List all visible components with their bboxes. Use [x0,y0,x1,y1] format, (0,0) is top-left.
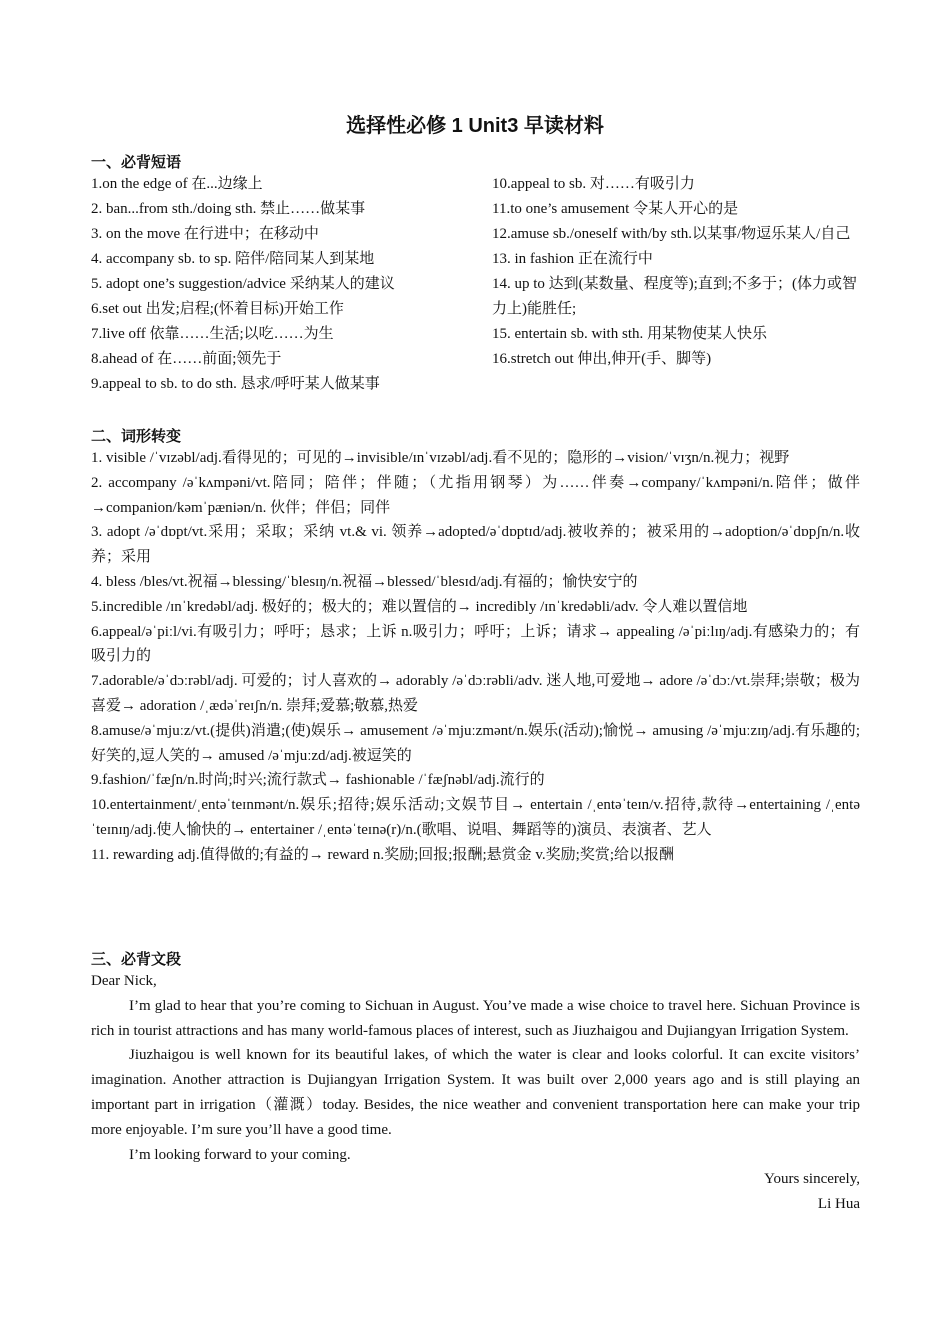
word-form-item: 6.appeal/əˈpiːl/vi.有吸引力；呼吁；恳求；上诉 n.吸引力；呼吁；上诉；请求→ appealing /əˈpiːlɪŋ/adj.有感染力的；有吸引力的 [91,623,860,665]
phrase-item: 16.stretch out 伸出,伸开(手、脚等) [492,351,712,367]
phrase-item: 15. entertain sb. with sth. 用某物使某人快乐 [492,326,767,342]
word-form-item: 3. adopt /əˈdɒpt/vt.采用；采取；采纳 vt.& vi. 领养→adopted/əˈdɒptɪd/adj.被收养的；被采用的→adoption/əˈdɒpʃn/n.收养；采用 [91,524,860,566]
word-form-item: 1. visible /ˈvɪzəbl/adj.看得见的；可见的→invisible/ɪnˈvɪzəbl/adj.看不见的；隐形的→vision/ˈvɪʒn/n.视力；视野 [91,450,790,466]
word-form-item: 11. rewarding adj.值得做的;有益的→ reward n.奖励;回报;报酬;悬赏金 v.奖励;奖赏;给以报酬 [91,846,674,863]
letter-greeting: Dear Nick, [91,973,157,989]
letter-paragraph: I’m looking forward to your coming. [129,1146,351,1163]
phrase-item: 3. on the move 在行进中；在移动中 [91,226,319,242]
phrase-item: 1.on the edge of 在...边缘上 [91,176,263,192]
phrase-item: 9.appeal to sb. to do sth. 恳求/呼吁某人做某事 [91,376,380,392]
phrase-item: 11.to one’s amusement 令某人开心的是 [492,201,739,217]
page-title: 选择性必修 1 Unit3 早读材料 [346,115,604,137]
phrase-item: 14. up to 达到(某数量、程度等);直到;不多于；(体力或智力上)能胜任; [492,276,857,317]
section1-heading: 一、必背短语 [91,154,182,171]
phrase-item: 10.appeal to sb. 对……有吸引力 [492,176,695,192]
letter-paragraph: I’m glad to hear that you’re coming to Sichuan in August. You’ve made a wise choice to travel here. Sichuan Province is rich in tourist attractions and has many world-famous places of interest, such as Jiuzhaigou and Dujiangyan Irrigation System. [91,997,860,1039]
word-form-item: 5.incredible /ɪnˈkredəbl/adj. 极好的；极大的；难以置信的→ incredibly /ɪnˈkredəbli/adv. 令人难以置信地 [91,598,748,615]
phrase-item: 2. ban...from sth./doing sth. 禁止……做某事 [91,201,366,217]
phrase-item: 6.set out 出发;启程;(怀着目标)开始工作 [91,301,344,317]
word-form-item: 9.fashion/ˈfæʃn/n.时尚;时兴;流行款式→ fashionable /ˈfæʃnəbl/adj.流行的 [91,772,545,789]
word-form-item: 4. bless /bles/vt.祝福→blessing/ˈblesɪŋ/n.祝福→blessed/ˈblesɪd/adj.有福的；愉快安宁的 [91,573,638,590]
phrase-item: 5. adopt one’s suggestion/advice 采纳某人的建议 [91,276,395,292]
letter-paragraph: Jiuzhaigou is well known for its beautiful lakes, of which the water is clear and looks colorful. It can excite visitors’ imagination. Another attraction is Dujiangyan Irrigation System. It was built over 2,000 years ago and is still playing an important part in irrigation（灌溉）today. Besides, the nice weather and convenient transportation here can make your trip more enjoyable. I’m sure you’ll have a good time. [91,1047,860,1138]
phrase-item: 12.amuse sb./oneself with/by sth.以某事/物逗乐某人/自己 [492,226,851,242]
section2-heading: 二、词形转变 [91,428,182,445]
word-form-item: 2. accompany /əˈkʌmpəni/vt.陪同；陪伴；伴随；（尤指用钢琴）为……伴奏→company/ˈkʌmpəni/n.陪伴；做伴→companion/kəmˈpæniən/n. 伙伴；伴侣；同伴 [91,474,860,516]
letter [91,969,860,1217]
phrases-right-column [492,172,860,372]
letter-signature: Li Hua [817,1196,860,1213]
phrase-item: 4. accompany sb. to sp. 陪伴/陪同某人到某地 [91,251,375,267]
phrase-item: 7.live off 依靠……生活;以吃……为生 [91,326,334,342]
section3-heading: 三、必背文段 [91,951,182,968]
word-form-item: 7.adorable/əˈdɔːrəbl/adj. 可爱的；讨人喜欢的→ adorably /əˈdɔːrəbli/adv. 迷人地,可爱地→ adore /əˈdɔː/vt.崇拜;崇敬；极为喜爱→ adoration /ˌædəˈreɪʃn/n. 崇拜;爱慕;敬慕,热爱 [91,673,860,714]
word-form-item: 8.amuse/əˈmjuːz/vt.(提供)消遣;(使)娱乐→ amusement /əˈmjuːzmənt/n.娱乐(活动);愉悦→ amusing /əˈmjuːzɪŋ/adj.有乐趣的;好笑的,逗人笑的→ amused /əˈmjuːzd/adj.被逗笑的 [91,722,860,764]
word-forms-list [91,446,860,868]
word-form-item: 10.entertainment/ˌentəˈteɪnmənt/n.娱乐;招待;娱乐活动;文娱节目→ entertain /ˌentəˈteɪn/v.招待,款待→entertaining /ˌentəˈteɪnɪŋ/adj.使人愉快的→ entertainer /ˌentəˈteɪnə(r)/n.(歌唱、说唱、舞蹈等的)演员、表演者、艺人 [91,797,860,838]
letter-closing: Yours sincerely, [764,1171,860,1188]
phrase-item: 8.ahead of 在……前面;领先于 [91,351,282,367]
phrases-left-column [91,172,481,397]
phrase-item: 13. in fashion 正在流行中 [492,251,653,267]
